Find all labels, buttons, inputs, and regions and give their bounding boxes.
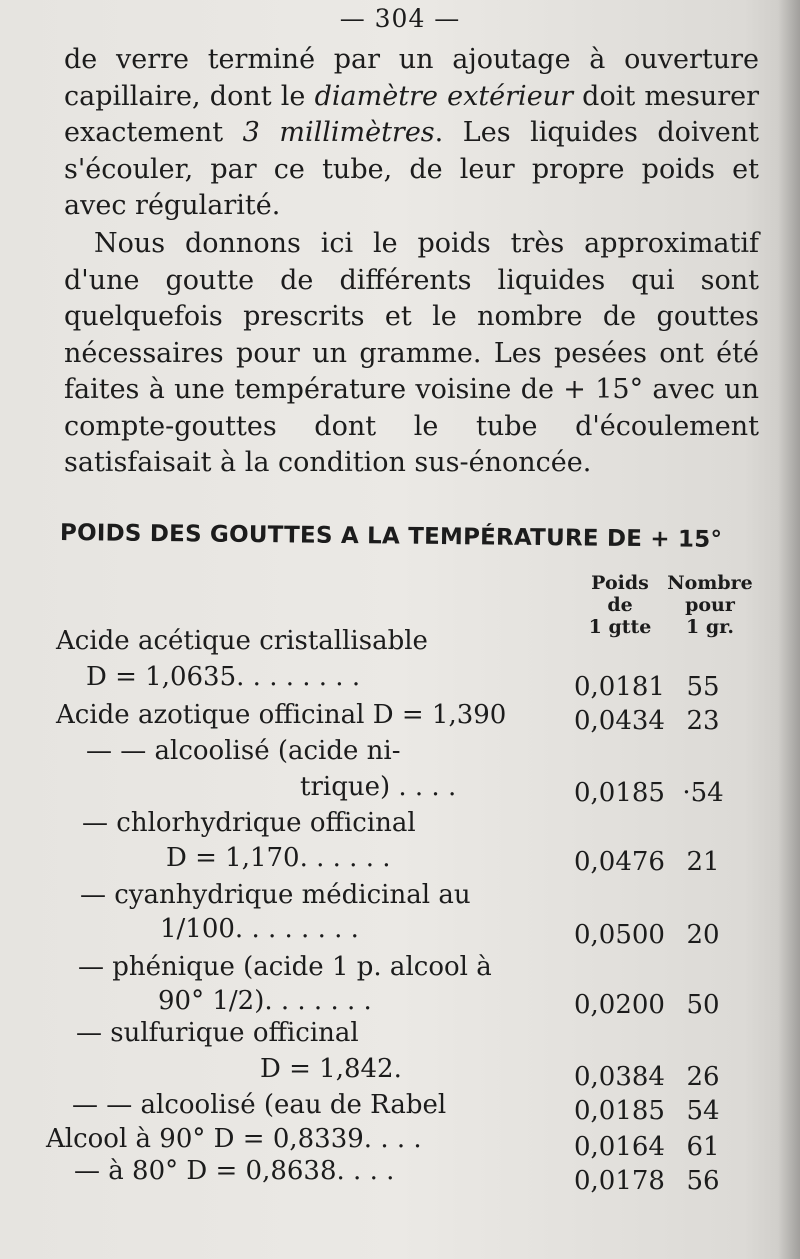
- table-cell-count: 50: [686, 990, 720, 1020]
- table-cell-count: 21: [686, 847, 720, 877]
- column-header-count-line-1: Nombre: [667, 572, 753, 594]
- table-row-label: — phénique (acide 1 p. alcool à: [78, 952, 492, 982]
- table-row-label: — sulfurique officinal: [76, 1018, 359, 1048]
- paragraph-1-part-2: doit mesurer exactement: [64, 80, 760, 148]
- table-title: POIDS DES GOUTTES A LA TEMPÉRATURE DE + 15°: [59, 520, 723, 553]
- table-cell-count: 55: [686, 672, 720, 702]
- table-row-label: Alcool à 90° D = 0,8339. . . .: [46, 1124, 422, 1154]
- table-row-label: 1/100. . . . . . . .: [160, 914, 359, 944]
- table-row-label: — cyanhydrique médicinal au: [80, 880, 471, 910]
- column-header-weight-line-1: Poids: [591, 572, 649, 594]
- table-cell-count: 26: [686, 1062, 720, 1092]
- paragraph-1-part-3: . Les liquides doivent s'écouler, par ce tube, de leur propre poids et avec régularité.: [64, 117, 760, 221]
- table-row-label: D = 1,0635. . . . . . . .: [86, 662, 361, 692]
- table-row-label: — chlorhydrique officinal: [82, 808, 416, 838]
- table-cell-count: 20: [686, 920, 720, 950]
- table-row-label: trique) . . . .: [300, 772, 457, 802]
- paragraph-1-italic-1: diamètre extérieur: [314, 80, 573, 112]
- table-cell-weight: 0,0476: [574, 847, 665, 877]
- paragraph-1-part-1: de verre terminé par un ajoutage à ouverture capillaire, dont le: [64, 44, 759, 112]
- table-cell-count: 56: [686, 1166, 720, 1196]
- table-cell-count: ·54: [682, 778, 724, 808]
- table-cell-weight: 0,0434: [574, 706, 665, 736]
- table-cell-weight: 0,0200: [574, 990, 665, 1020]
- table-row-label: — à 80° D = 0,8638. . . .: [74, 1156, 395, 1186]
- page-number: — 304 —: [339, 4, 461, 33]
- table-cell-count: 61: [686, 1132, 720, 1162]
- paragraph-2: Nous donnons ici le poids très approximatif d'une goutte de différents liquides qui sont quelquefois prescrits et le nombre de gouttes nécessaires pour un gramme. Les pesées ont été faites à une température voisine de + 15° avec un compte-gouttes dont le tube d'écoulement satisfaisait à la condition sus-énoncée.: [64, 228, 759, 478]
- table-cell-weight: 0,0181: [574, 672, 665, 702]
- table-cell-weight: 0,0178: [574, 1166, 665, 1196]
- table-row-label: — — alcoolisé (eau de Rabel: [72, 1090, 447, 1120]
- column-header-weight-line-3: 1 gtte: [588, 616, 652, 638]
- table-row-label: D = 1,842.: [260, 1054, 402, 1084]
- table-cell-count: 54: [686, 1096, 720, 1126]
- table-row-label: 90° 1/2). . . . . . .: [158, 986, 372, 1016]
- table-row-label: — — alcoolisé (acide ni-: [86, 736, 401, 766]
- table-row-label: Acide azotique officinal D = 1,390: [56, 700, 507, 730]
- table-cell-weight: 0,0384: [574, 1062, 665, 1092]
- column-header-weight-line-2: de: [607, 594, 633, 616]
- table-cell-weight: 0,0164: [574, 1132, 665, 1162]
- table-row-label: Acide acétique cristallisable: [56, 626, 428, 656]
- table-cell-weight: 0,0185: [574, 1096, 665, 1126]
- column-header-count-line-3: 1 gr.: [685, 616, 734, 638]
- table-cell-weight: 0,0185: [574, 778, 665, 808]
- paragraph-1-italic-2: 3 millimètres: [242, 117, 435, 148]
- column-header-count-line-2: pour: [685, 594, 735, 616]
- table-cell-count: 23: [686, 706, 720, 736]
- table-row-label: D = 1,170. . . . . .: [166, 843, 391, 873]
- table-cell-weight: 0,0500: [574, 920, 665, 950]
